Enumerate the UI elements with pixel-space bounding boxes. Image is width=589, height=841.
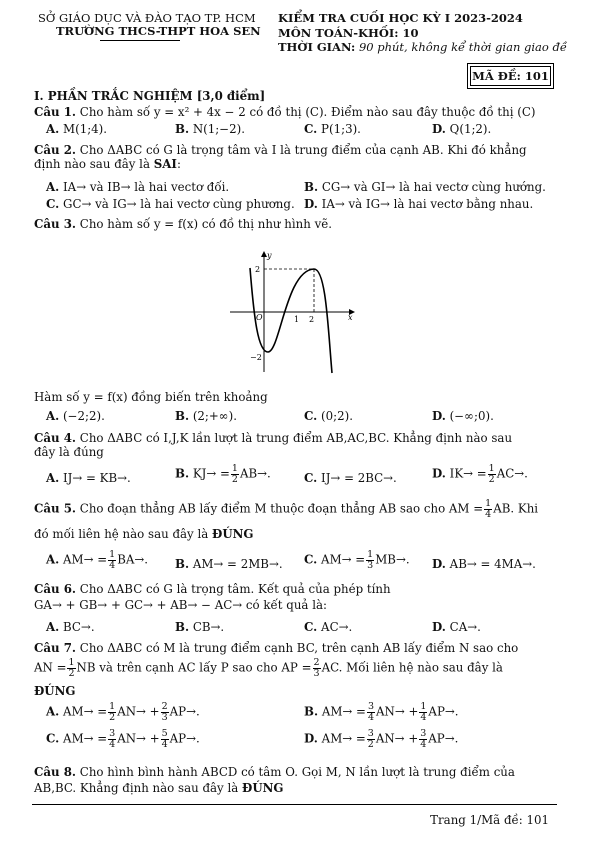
q5-stem-2b: ĐÚNG	[212, 527, 254, 541]
question-1	[34, 105, 535, 119]
q4-c-label: C.	[304, 471, 318, 485]
y-label: y	[267, 251, 272, 260]
q5-c-label: C.	[304, 552, 318, 567]
q5-option-b[interactable]	[175, 557, 283, 571]
q7-d-n1: 3	[367, 728, 374, 739]
subject-line: MÔN TOÁN-KHỐI: 10	[278, 26, 419, 40]
q7-b-frac-2	[419, 702, 427, 723]
q1-option-d[interactable]	[432, 122, 491, 136]
q6-c-text: AC→.	[321, 620, 353, 634]
q1-a-label: A.	[46, 122, 60, 136]
q7-option-a[interactable]	[46, 702, 200, 723]
q5-c-fraction	[366, 550, 374, 571]
x-tick-2: 2	[309, 315, 315, 324]
q7-c-n2: 5	[161, 728, 168, 739]
q6-option-c[interactable]	[304, 620, 352, 634]
q8-stem-2	[34, 781, 284, 795]
q3-option-c[interactable]	[304, 409, 353, 423]
q2-b-text: CG→ và GI→ là hai vectơ cùng hướng.	[321, 180, 546, 194]
exam-title: KIỂM TRA CUỐI HỌC KỲ I 2023-2024	[278, 11, 523, 25]
q6-c-label: C.	[304, 620, 318, 634]
q4-option-a[interactable]	[46, 471, 131, 485]
q7-d-frac-2	[419, 729, 427, 750]
q7-b-label: B.	[304, 704, 319, 719]
q3-c-text: (0;2).	[321, 409, 353, 423]
q4-b-label: B.	[175, 466, 190, 481]
q5-fraction	[484, 499, 492, 520]
q7-c-d1: 4	[109, 739, 116, 750]
q5-a-text-2: BA→.	[117, 552, 149, 567]
q1-option-c[interactable]	[304, 122, 361, 136]
q2-stem-2a: định nào sau đây là	[34, 157, 150, 171]
footer-rule	[32, 804, 557, 805]
q4-b-den: 2	[231, 474, 238, 485]
q4-d-num: 1	[488, 463, 495, 474]
q7-frac-2-num: 2	[313, 657, 320, 668]
q4-c-text: IJ→ = 2BC→.	[321, 471, 397, 485]
exam-code-box	[470, 66, 551, 86]
q4-stem-1: Cho ΔABC có I,J,K lần lượt là trung điểm AB,AC,BC. Khẳng định nào sau	[79, 431, 513, 445]
q1-number: Câu 1.	[34, 105, 77, 119]
question-7	[34, 641, 518, 655]
q3-d-label: D.	[432, 409, 446, 423]
q5-a-fraction	[108, 550, 116, 571]
q4-option-d[interactable]	[432, 464, 528, 485]
q7-d-text-1: AM→ =	[321, 731, 366, 746]
q8-number: Câu 8.	[34, 765, 77, 779]
q7-d-label: D.	[304, 731, 318, 746]
q7-c-d2: 4	[161, 739, 168, 750]
q7-stem-1: Cho ΔABC có M là trung điểm cạnh BC, trên cạnh AB lấy điểm N sao cho	[79, 641, 519, 655]
q5-stem-2	[34, 527, 253, 541]
origin-label: O	[256, 313, 263, 322]
q5-c-text-1: AM→ =	[321, 552, 366, 567]
q6-option-d[interactable]	[432, 620, 481, 634]
q4-a-text: IJ→ = KB→.	[63, 471, 131, 485]
q3-c-label: C.	[304, 409, 318, 423]
q7-stem-2c: AC. Mối liên hệ nào sau đây là	[321, 660, 503, 675]
school-underline	[100, 40, 180, 41]
q5-a-label: A.	[46, 552, 60, 567]
q6-a-label: A.	[46, 620, 60, 634]
q3-stem: Cho hàm số y = f(x) có đồ thị như hình vẽ.	[79, 217, 332, 231]
q2-option-a[interactable]	[46, 180, 229, 194]
q5-c-text-2: MB→.	[375, 552, 410, 567]
q1-d-label: D.	[432, 122, 446, 136]
x-label: x	[348, 313, 353, 322]
q7-b-text-2: AN→ +	[376, 704, 419, 719]
q2-a-text: IA→ và IB→ là hai vectơ đối.	[63, 180, 230, 194]
q6-a-text: BC→.	[63, 620, 95, 634]
q5-d-text: AB→ = 4MA→.	[449, 557, 536, 571]
question-5	[34, 499, 538, 520]
q2-c-label: C.	[46, 197, 60, 211]
q2-stem-2b: SAI	[153, 157, 177, 171]
q7-option-c[interactable]	[46, 729, 200, 750]
y-tick-2: 2	[255, 265, 261, 274]
q5-option-d[interactable]	[432, 557, 536, 571]
q1-a-text: M(1;4).	[63, 122, 108, 136]
q4-d-text-2: AC→.	[496, 466, 528, 481]
q7-a-d1: 2	[109, 712, 116, 723]
q4-b-text-1: KJ→ =	[192, 466, 230, 481]
y-tick-neg2: −2	[250, 353, 262, 362]
q7-stem-3: ĐÚNG	[34, 684, 76, 698]
q7-a-n1: 1	[109, 701, 116, 712]
q5-a-num: 1	[109, 549, 116, 560]
q5-c-num: 1	[367, 549, 374, 560]
question-6	[34, 582, 391, 596]
q2-d-text: IA→ và IG→ là hai vectơ bằng nhau.	[321, 197, 534, 211]
q6-b-text: CB→.	[192, 620, 225, 634]
q7-stem-2b: NB và trên cạnh AC lấy P sao cho AP =	[76, 660, 312, 675]
q5-b-text: AM→ = 2MB→.	[192, 557, 283, 571]
q7-a-frac-2	[161, 702, 169, 723]
q6-d-label: D.	[432, 620, 446, 634]
q8-stem-1: Cho hình bình hành ABCD có tâm O. Gọi M, N lần lượt là trung điểm của	[79, 765, 515, 779]
q7-b-text-3: AP→.	[428, 704, 459, 719]
q3-a-text: (−2;2).	[63, 409, 105, 423]
q1-b-label: B.	[175, 122, 190, 136]
q7-frac-1-den: 2	[68, 668, 75, 679]
school-name: TRƯỜNG THCS-THPT HOA SEN	[56, 24, 261, 38]
q2-b-label: B.	[304, 180, 319, 194]
q4-d-label: D.	[432, 466, 446, 481]
q7-c-frac-2	[161, 729, 169, 750]
q7-a-n2: 2	[161, 701, 168, 712]
q7-d-text-3: AP→.	[428, 731, 459, 746]
q3-ask: Hàm số y = f(x) đồng biến trên khoảng	[34, 390, 268, 404]
department-name: SỞ GIÁO DỤC VÀ ĐÀO TẠO TP. HCM	[38, 11, 256, 25]
q7-d-n2: 3	[420, 728, 427, 739]
x-tick-1: 1	[294, 315, 300, 324]
q7-c-frac-1	[108, 729, 116, 750]
question-4	[34, 431, 512, 445]
q3-d-text: (−∞;0).	[449, 409, 494, 423]
q7-frac-1	[67, 658, 75, 679]
q4-a-label: A.	[46, 471, 60, 485]
q3-option-d[interactable]	[432, 409, 494, 423]
q6-d-text: CA→.	[449, 620, 481, 634]
q7-a-label: A.	[46, 704, 60, 719]
q6-option-a[interactable]	[46, 620, 95, 634]
q7-d-text-2: AN→ +	[375, 731, 419, 746]
time-value: 90 phút, không kể thời gian giao đề	[358, 40, 567, 54]
q2-option-c[interactable]	[46, 197, 295, 211]
q5-option-a[interactable]	[46, 550, 148, 571]
q1-d-text: Q(1;2).	[449, 122, 492, 136]
q7-c-text-2: AN→ +	[117, 731, 160, 746]
q5-den: 4	[485, 509, 492, 520]
q2-number: Câu 2.	[34, 143, 77, 157]
q5-stem-1b: AB. Khi	[493, 501, 539, 516]
q5-a-text-1: AM→ =	[63, 552, 108, 567]
q1-c-text: P(1;3).	[321, 122, 361, 136]
q2-option-b[interactable]	[304, 180, 546, 194]
q5-num: 1	[485, 498, 492, 509]
q7-option-b[interactable]	[304, 702, 459, 723]
q2-stem-2	[34, 157, 181, 171]
q7-c-label: C.	[46, 731, 60, 746]
q5-option-c[interactable]	[304, 550, 410, 571]
q8-stem-2a: AB,BC. Khẳng định nào sau đây là	[34, 781, 239, 795]
q4-d-den: 2	[488, 474, 495, 485]
q3-b-label: B.	[175, 409, 190, 423]
q1-option-b[interactable]	[175, 122, 245, 136]
q5-c-den: 3	[367, 560, 374, 571]
q2-stem-2c: :	[176, 157, 181, 171]
footer-page-label: Trang 1/Mã đề: 101	[430, 813, 549, 827]
q2-c-text: GC→ và IG→ là hai vectơ cùng phương.	[63, 197, 295, 211]
q7-b-frac-1	[367, 702, 375, 723]
q7-number: Câu 7.	[34, 641, 77, 655]
q7-stem-2a: AN =	[34, 660, 67, 675]
q2-d-label: D.	[304, 197, 318, 211]
q7-frac-2-den: 3	[313, 668, 320, 679]
q7-a-frac-1	[108, 702, 116, 723]
q4-option-b[interactable]	[175, 464, 271, 485]
q7-b-text-1: AM→ =	[321, 704, 366, 719]
question-2	[34, 143, 527, 157]
q7-c-text-3: AP→.	[169, 731, 200, 746]
q6-number: Câu 6.	[34, 582, 77, 596]
q7-c-n1: 3	[109, 728, 116, 739]
q7-d-d1: 2	[367, 739, 374, 750]
q7-d-d2: 4	[420, 739, 427, 750]
q7-b-d2: 4	[420, 712, 427, 723]
q3-a-label: A.	[46, 409, 60, 423]
q7-a-text-1: AM→ =	[63, 704, 108, 719]
q7-a-text-3: AP→.	[169, 704, 200, 719]
q8-stem-2b: ĐÚNG	[242, 781, 284, 795]
q7-c-text-1: AM→ =	[63, 731, 108, 746]
q4-d-fraction	[488, 464, 496, 485]
q6-option-b[interactable]	[175, 620, 224, 634]
time-label: THỜI GIAN:	[278, 40, 356, 54]
q5-b-label: B.	[175, 557, 190, 571]
q7-b-n2: 1	[420, 701, 427, 712]
q3-number: Câu 3.	[34, 217, 77, 231]
q4-b-num: 1	[231, 463, 238, 474]
question-3	[34, 217, 332, 231]
q7-a-text-2: AN→ +	[117, 704, 160, 719]
q3-b-text: (2;+∞).	[192, 409, 237, 423]
q4-stem-2: đây là đúng	[34, 445, 104, 459]
q5-stem-1: Cho đoạn thẳng AB lấy điểm M thuộc đoạn thẳng AB sao cho AM =	[79, 501, 484, 516]
q7-d-frac-1	[367, 729, 375, 750]
q3-option-a[interactable]	[46, 409, 105, 423]
q7-frac-2	[313, 658, 321, 679]
q7-stem-2	[34, 658, 503, 679]
time-line	[278, 40, 567, 54]
q2-stem-1: Cho ΔABC có G là trọng tâm và I là trung điểm của cạnh AB. Khi đó khẳng	[79, 143, 527, 157]
exam-code: MÃ ĐỀ: 101	[472, 69, 549, 83]
q5-d-label: D.	[432, 557, 446, 571]
q1-option-a[interactable]	[46, 122, 107, 136]
q5-stem-2a: đó mối liên hệ nào sau đây là	[34, 527, 209, 541]
q5-a-den: 4	[109, 560, 116, 571]
section-title: I. PHẦN TRẮC NGHIỆM [3,0 điểm]	[34, 89, 266, 103]
q2-a-label: A.	[46, 180, 60, 194]
q6-stem-2: GA→ + GB→ + GC→ + AB→ − AC→ có kết quả là:	[34, 598, 327, 612]
q7-frac-1-num: 1	[68, 657, 75, 668]
q6-stem-1: Cho ΔABC có G là trọng tâm. Kết quả của phép tính	[79, 582, 391, 596]
q3-function-graph	[228, 248, 358, 376]
q2-option-d[interactable]	[304, 197, 533, 211]
q6-b-label: B.	[175, 620, 190, 634]
q4-b-fraction	[231, 464, 239, 485]
q7-option-d[interactable]	[304, 729, 458, 750]
q4-option-c[interactable]	[304, 471, 397, 485]
q4-b-text-2: AB→.	[239, 466, 271, 481]
q1-b-text: N(1;−2).	[192, 122, 245, 136]
q5-number: Câu 5.	[34, 501, 77, 516]
q7-b-d1: 4	[367, 712, 374, 723]
q7-a-d2: 3	[161, 712, 168, 723]
q1-c-label: C.	[304, 122, 318, 136]
q4-number: Câu 4.	[34, 431, 77, 445]
q3-option-b[interactable]	[175, 409, 237, 423]
q7-b-n1: 3	[367, 701, 374, 712]
question-8	[34, 765, 515, 779]
q4-d-text-1: IK→ =	[449, 466, 487, 481]
q1-stem: Cho hàm số y = x² + 4x − 2 có đồ thị (C). Điểm nào sau đây thuộc đồ thị (C)	[79, 105, 536, 119]
